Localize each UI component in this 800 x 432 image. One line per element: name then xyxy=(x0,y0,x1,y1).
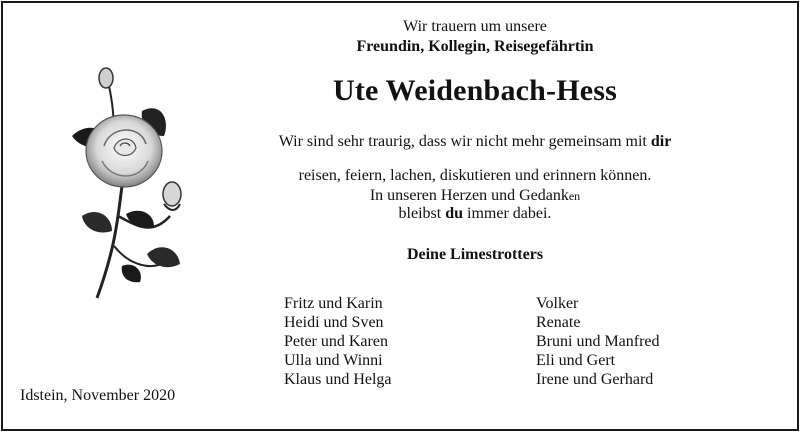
message-text: bleibst xyxy=(398,205,446,222)
list-item: Irene und Gerhard xyxy=(536,371,654,388)
message-line-3 xyxy=(250,187,700,205)
message-text: immer dabei. xyxy=(463,205,552,222)
message-small-text: en xyxy=(568,189,581,203)
list-item: Peter und Karen xyxy=(284,333,388,350)
message-text: In unseren Herzen und Gedank xyxy=(369,187,569,204)
message-line-2: reisen, feiern, lachen, diskutieren und erinnern können. xyxy=(298,167,652,184)
message-line-1 xyxy=(250,133,700,151)
relationship-line: Freundin, Kollegin, Reisegefährtin xyxy=(356,38,594,55)
message-text: Wir sind sehr traurig, dass wir nicht mehr gemeinsam mit xyxy=(278,133,651,150)
names-column-left xyxy=(284,294,392,389)
list-item: Heidi und Sven xyxy=(284,314,384,331)
intro-line: Wir trauern um unsere xyxy=(403,18,547,35)
list-item: Bruni und Manfred xyxy=(536,333,660,350)
list-item: Fritz und Karin xyxy=(284,295,383,312)
list-item: Volker xyxy=(536,295,579,312)
message-line-4 xyxy=(250,205,700,223)
list-item: Eli und Gert xyxy=(536,352,616,369)
list-item: Ulla und Winni xyxy=(284,352,383,369)
list-item: Klaus und Helga xyxy=(284,371,392,388)
names-column-right xyxy=(536,294,660,389)
rose-illustration-icon xyxy=(52,66,202,304)
place-date: Idstein, November 2020 xyxy=(20,387,176,404)
list-item: Renate xyxy=(536,314,581,331)
group-signature: Deine Limestrotters xyxy=(406,246,544,263)
message-emphasis: du xyxy=(445,205,464,222)
message-emphasis: dir xyxy=(650,133,672,150)
deceased-name: Ute Weidenbach-Hess xyxy=(332,74,618,107)
